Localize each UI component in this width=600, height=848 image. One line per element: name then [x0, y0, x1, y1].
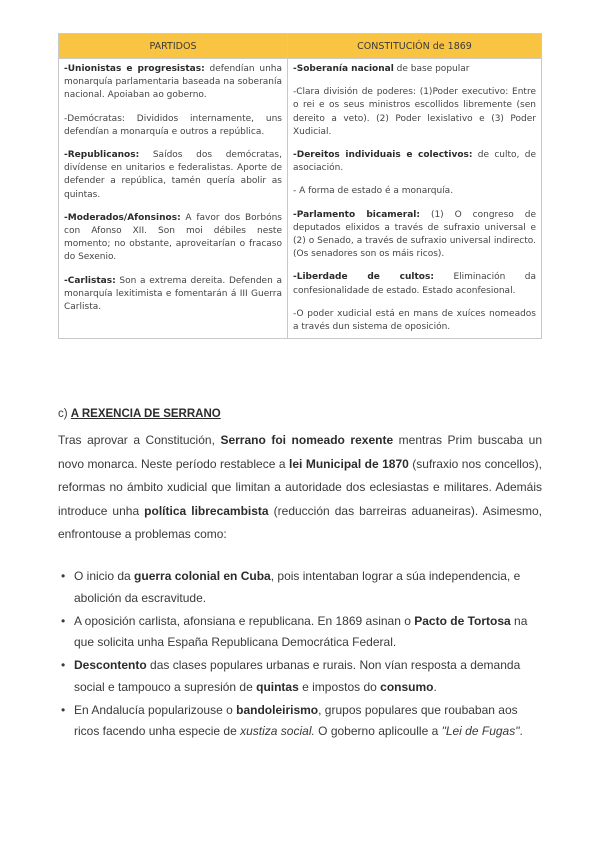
bullet-icon: • [61, 613, 66, 628]
problems-list [58, 566, 542, 744]
header-partidos: PARTIDOS [59, 34, 288, 59]
const-division-poderes: -Clara división de poderes: (1)Poder executivo: Entre o rei e os seus ministros escollidos libremente (sen dereito a veto). (2) Poder lexislativo e (3) Poder Xudicial. [293, 87, 536, 137]
body-paragraph: Tras aprovar a Constitución, Serrano foi nomeado rexente mentras Prim buscaba un novo monarca. Neste período restablece a lei Municipal de 1870 (sufraxio nos concellos), reformas no ámbito xudicial que limitan a autoridade dos eclesiastas e militares. Ademáis introduce unha política librecambista (reducción das barreiras aduaneiras). Asimesmo, enfrontouse a problemas como: [58, 433, 543, 541]
list-item: • A oposición carlista, afonsiana e republicana. En 1869 asinan o Pacto de Tortosa na que solicita unha España Republicana Democrática Federal. [58, 611, 542, 654]
bullet-icon: • [61, 569, 66, 583]
const-forma-estado: - A forma de estado é a monarquía. [293, 186, 454, 197]
bullet-icon: • [61, 658, 66, 672]
constitucion-cell [288, 59, 542, 339]
partido-moderados: -Moderados/Afonsinos: A favor dos Borbóns con Afonso XII. Son moi débiles neste momento; no obstante, aproveitarían o fracaso do Sexenio. [64, 212, 282, 263]
const-liberdade-cultos: -Liberdade de cultos: Eliminación da confesionalidade de estado. Estado aconfesional. [293, 272, 536, 296]
comparison-table [58, 33, 542, 339]
list-item: • Descontento das clases populares urbanas e rurais. Non vían resposta a demanda social e tampouco a supresión de quintas e impostos do consumo. [58, 655, 542, 698]
const-poder-xudicial: -O poder xudicial está en mans de xuíces nomeados a través dun sistema de oposición. [293, 308, 536, 333]
partidos-cell [59, 59, 288, 339]
const-parlamento: -Parlamento bicameral: (1) O congreso de deputados elixidos a través de sufraxio universal e (2) o Senado, a través de sufraxio universal indirecto. (Os senadores son os máis ricos). [293, 209, 536, 260]
partido-unionistas: -Unionistas e progresistas: defendían unha monarquía parlamentaria baseada na soberanía nacional. Apoiaban ao goberno. [64, 64, 282, 101]
const-soberania: -Soberanía nacional de base popular [293, 64, 470, 74]
list-item: • En Andalucía popularizouse o bandoleirismo, grupos populares que roubaban aos ricos facendo unha especie de xustiza social. O goberno aplicoulle a "Lei de Fugas". [58, 700, 542, 743]
partido-democratas: -Demócratas: Divididos internamente, uns defendían a monarquía e outros a república. [64, 113, 282, 137]
partido-republicanos: -Republicanos: Saídos dos demócratas, divídense en unitarios e federalistas. Aporte de defender a república, tamén quería abolir as quintas. [64, 150, 282, 200]
section-prefix: c) [58, 408, 71, 420]
list-item: • O inicio da guerra colonial en Cuba, pois intentaban lograr a súa independencia, e abolición da escravitude. [58, 566, 542, 609]
section-heading [58, 408, 221, 420]
const-dereitos: -Dereitos individuais e colectivos: de culto, de asociación. [293, 150, 536, 174]
section-title: A REXENCIA DE SERRANO [70, 408, 221, 420]
partido-carlistas: -Carlistas: Son a extrema dereita. Defenden a monarquía lexitimista e fomentarán á III Guerra Carlista. [64, 275, 282, 313]
bullet-icon: • [61, 702, 66, 717]
header-constitucion: CONSTITUCIÓN de 1869 [288, 34, 542, 59]
